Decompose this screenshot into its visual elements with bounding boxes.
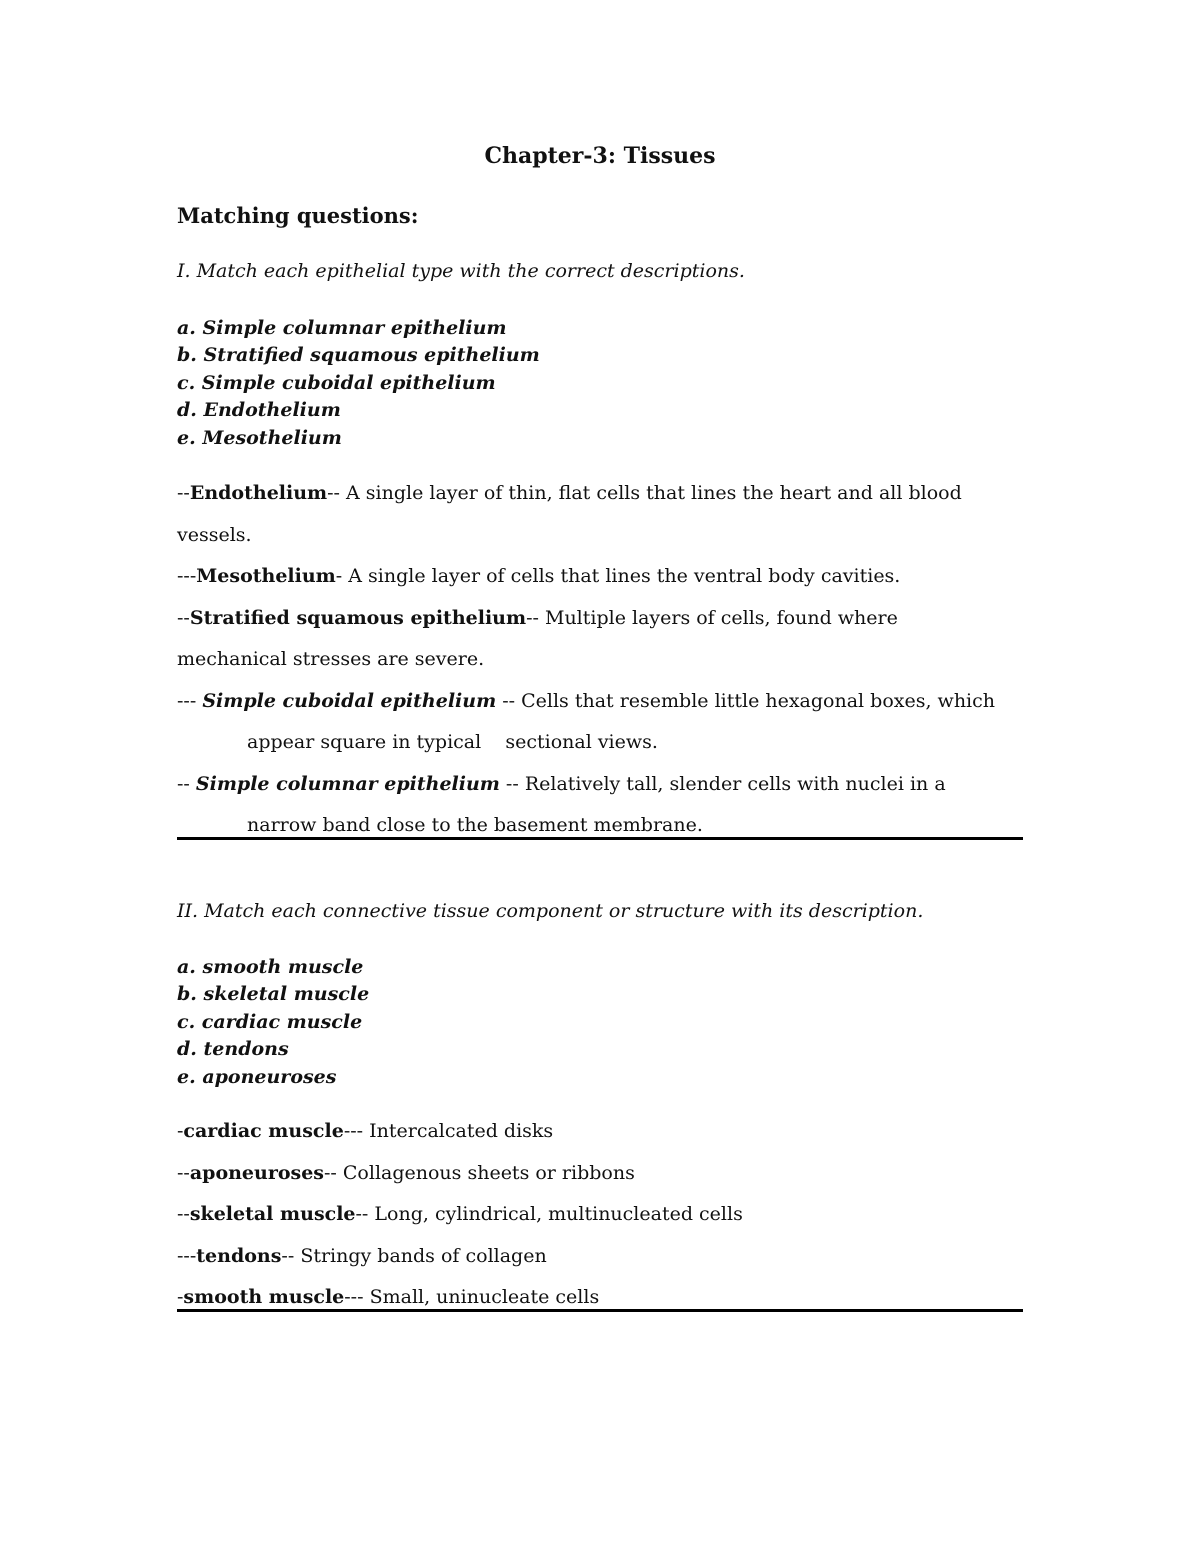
page-title: Chapter-3: Tissues bbox=[484, 143, 716, 169]
option-item: b. Stratified squamous epithelium bbox=[177, 344, 540, 367]
option-item: a. smooth muscle bbox=[177, 956, 364, 978]
answer-term: Endothelium bbox=[189, 482, 328, 504]
answer-line: ---tendons-- Stringy bands of collagen bbox=[177, 1244, 547, 1267]
answer-term: Mesothelium bbox=[196, 565, 336, 587]
option-item: e. aponeuroses bbox=[177, 1065, 337, 1088]
answer-term: cardiac muscle bbox=[183, 1120, 344, 1142]
answer-line: --aponeuroses-- Collagenous sheets or ribbons bbox=[177, 1161, 635, 1184]
answer-continuation: vessels. bbox=[177, 523, 252, 546]
answer-line: --Endothelium-- A single layer of thin, flat cells that lines the heart and all blood bbox=[177, 482, 962, 504]
answer-line: ---Mesothelium- A single layer of cells that lines the ventral body cavities. bbox=[177, 565, 901, 587]
option-item: c. cardiac muscle bbox=[177, 1010, 363, 1033]
section1-answers bbox=[177, 473, 1023, 847]
answer-term: tendons bbox=[196, 1244, 282, 1267]
answer-line: --skeletal muscle-- Long, cylindrical, multinucleated cells bbox=[177, 1203, 743, 1225]
section-divider bbox=[177, 837, 1023, 840]
option-item: b. skeletal muscle bbox=[177, 983, 370, 1006]
answer-description: Relatively tall, slender cells with nuclei in a bbox=[524, 772, 946, 795]
section-heading: Matching questions: bbox=[177, 203, 419, 228]
answer-description: Cells that resemble little hexagonal boxes, which bbox=[521, 689, 996, 712]
answer-description: Multiple layers of cells, found where bbox=[544, 606, 898, 629]
section1-instruction: I. Match each epithelial type with the correct descriptions. bbox=[177, 260, 745, 282]
answer-line: -smooth muscle--- Small, uninucleate cells bbox=[177, 1286, 600, 1308]
answer-continuation: mechanical stresses are severe. bbox=[177, 648, 485, 670]
answer-term: skeletal muscle bbox=[189, 1203, 356, 1225]
section2-options bbox=[177, 954, 369, 1091]
answer-term: Simple columnar epithelium bbox=[195, 772, 500, 795]
answer-term: aponeuroses bbox=[189, 1161, 324, 1184]
answer-continuation: narrow band close to the basement membrane. bbox=[247, 814, 703, 836]
answer-line: -- Simple columnar epithelium -- Relatively tall, slender cells with nuclei in a bbox=[177, 772, 946, 795]
option-item: a. Simple columnar epithelium bbox=[177, 317, 507, 339]
answer-term: Stratified squamous epithelium bbox=[189, 606, 527, 629]
option-item: d. Endothelium bbox=[177, 399, 341, 422]
option-item: d. tendons bbox=[177, 1038, 289, 1061]
answer-description: Small, uninucleate cells bbox=[369, 1286, 600, 1308]
answer-description: Collagenous sheets or ribbons bbox=[342, 1161, 635, 1184]
option-item: e. Mesothelium bbox=[177, 426, 342, 449]
section-divider bbox=[177, 1309, 1023, 1312]
answer-description: Stringy bands of collagen bbox=[300, 1244, 547, 1267]
answer-description: Intercalcated disks bbox=[369, 1120, 554, 1142]
answer-term: smooth muscle bbox=[183, 1286, 345, 1308]
section2-answers bbox=[177, 1111, 1023, 1319]
answer-description: A single layer of thin, flat cells that lines the heart and all blood bbox=[346, 482, 962, 504]
answer-term: Simple cuboidal epithelium bbox=[202, 689, 497, 712]
answer-line: --- Simple cuboidal epithelium -- Cells that resemble little hexagonal boxes, which bbox=[177, 689, 996, 712]
section2-instruction: II. Match each connective tissue component or structure with its description. bbox=[177, 900, 924, 922]
answer-description: Long, cylindrical, multinucleated cells bbox=[374, 1203, 743, 1225]
option-item: c. Simple cuboidal epithelium bbox=[177, 371, 496, 394]
answer-line: --Stratified squamous epithelium-- Multiple layers of cells, found where bbox=[177, 606, 898, 629]
answer-description: A single layer of cells that lines the ventral body cavities. bbox=[348, 565, 901, 587]
answer-line: -cardiac muscle--- Intercalcated disks bbox=[177, 1120, 554, 1142]
section1-options bbox=[177, 315, 540, 452]
answer-continuation: appear square in typical sectional views. bbox=[247, 731, 658, 753]
